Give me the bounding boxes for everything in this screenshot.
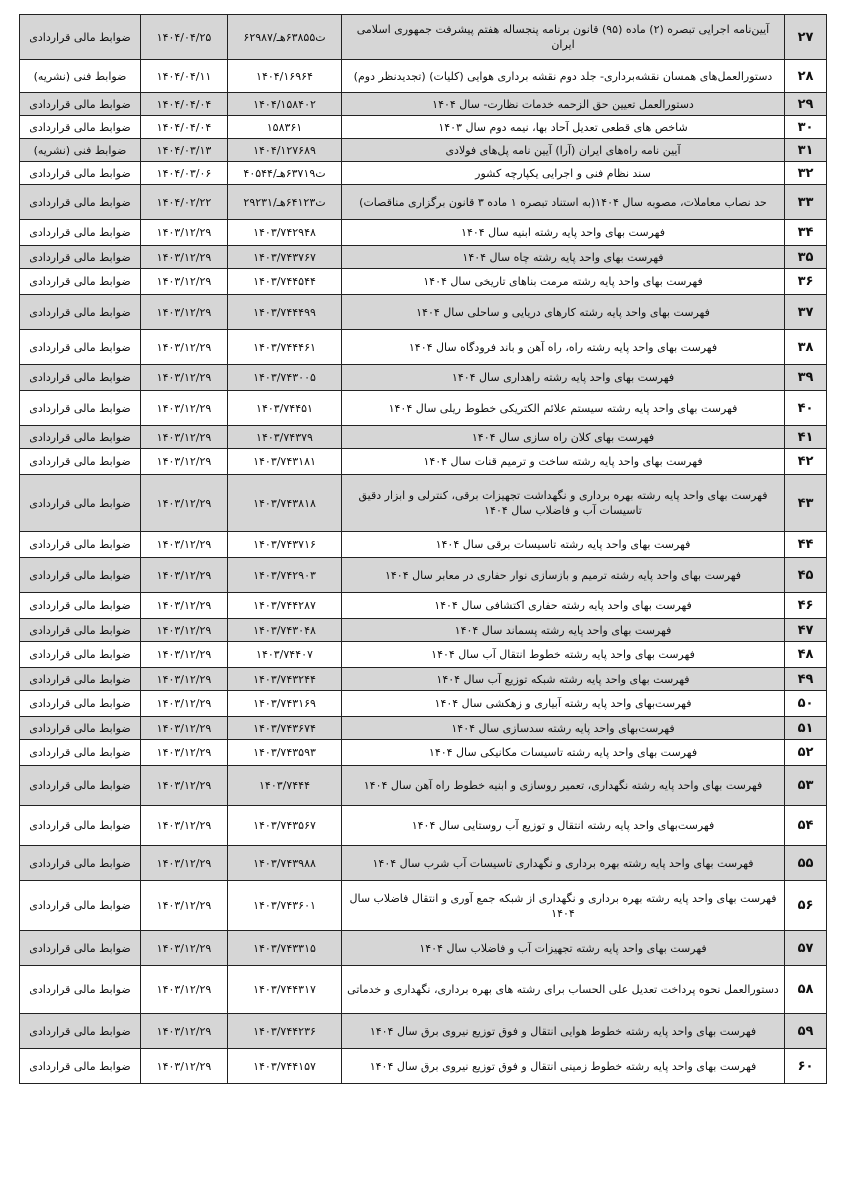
row-category: ضوابط مالی قراردادی <box>20 220 141 246</box>
row-date: ۱۴۰۳/۱۲/۲۹ <box>141 691 228 717</box>
row-category: ضوابط مالی قراردادی <box>20 1014 141 1049</box>
row-date: ۱۴۰۴/۰۴/۰۴ <box>141 116 228 139</box>
row-number: ۵۲ <box>785 740 827 766</box>
table-row <box>20 162 827 185</box>
row-date: ۱۴۰۴/۰۳/۰۶ <box>141 162 228 185</box>
row-number: ۴۴ <box>785 532 827 558</box>
row-title: فهرست بهای واحد پایه رشته خطوط زمینی انتقال و فوق توزیع نیروی برق سال ۱۴۰۴ <box>342 1049 785 1084</box>
row-date: ۱۴۰۳/۱۲/۲۹ <box>141 269 228 295</box>
row-number: ۳۵ <box>785 246 827 269</box>
row-category: ضوابط مالی قراردادی <box>20 846 141 881</box>
row-number: ۵۶ <box>785 881 827 931</box>
row-title: فهرست‌بهای واحد پایه رشته سدسازی سال ۱۴۰۴ <box>342 717 785 740</box>
row-title: فهرست بهای واحد پایه رشته ساخت و ترمیم قنات سال ۱۴۰۴ <box>342 449 785 475</box>
table-row <box>20 60 827 93</box>
row-code: ۱۴۰۳/۷۴۳۰۴۸ <box>228 619 342 642</box>
row-code: ۱۴۰۳/۷۴۳۲۴۴ <box>228 668 342 691</box>
row-title: فهرست بهای واحد پایه رشته خطوط هوایی انتقال و فوق توزیع نیروی برق سال ۱۴۰۴ <box>342 1014 785 1049</box>
table-row <box>20 691 827 717</box>
row-date: ۱۴۰۳/۱۲/۲۹ <box>141 532 228 558</box>
row-date: ۱۴۰۳/۱۲/۲۹ <box>141 330 228 365</box>
row-number: ۴۲ <box>785 449 827 475</box>
row-category: ضوابط مالی قراردادی <box>20 532 141 558</box>
row-category: ضوابط مالی قراردادی <box>20 426 141 449</box>
row-date: ۱۴۰۳/۱۲/۲۹ <box>141 740 228 766</box>
row-code: ۱۴۰۳/۷۴۳۵۶۷ <box>228 806 342 846</box>
row-number: ۳۷ <box>785 295 827 330</box>
row-code: ۱۴۰۳/۷۴۴۴۶۱ <box>228 330 342 365</box>
row-title: فهرست بهای واحد پایه رشته تاسیسات مکانیکی سال ۱۴۰۴ <box>342 740 785 766</box>
row-code: ۱۴۰۳/۷۴۴۴ <box>228 766 342 806</box>
row-code: ۱۴۰۴/۱۲۷۶۸۹ <box>228 139 342 162</box>
row-number: ۳۳ <box>785 185 827 220</box>
row-date: ۱۴۰۳/۱۲/۲۹ <box>141 717 228 740</box>
row-category: ضوابط مالی قراردادی <box>20 966 141 1014</box>
row-number: ۴۷ <box>785 619 827 642</box>
row-date: ۱۴۰۴/۰۴/۱۱ <box>141 60 228 93</box>
row-category: ضوابط فنی (نشریه) <box>20 139 141 162</box>
row-number: ۴۳ <box>785 475 827 532</box>
row-title: فهرست بهای واحد پایه رشته تجهیزات آب و فاضلاب سال ۱۴۰۴ <box>342 931 785 966</box>
row-date: ۱۴۰۳/۱۲/۲۹ <box>141 806 228 846</box>
row-category: ضوابط مالی قراردادی <box>20 717 141 740</box>
row-code: ۱۴۰۳/۷۴۳۷۹ <box>228 426 342 449</box>
row-date: ۱۴۰۳/۱۲/۲۹ <box>141 966 228 1014</box>
row-date: ۱۴۰۳/۱۲/۲۹ <box>141 1049 228 1084</box>
row-category: ضوابط مالی قراردادی <box>20 116 141 139</box>
table-row <box>20 881 827 931</box>
row-category: ضوابط مالی قراردادی <box>20 766 141 806</box>
row-code: ۱۴۰۳/۷۴۳۱۸۱ <box>228 449 342 475</box>
table-row <box>20 1049 827 1084</box>
document-page <box>19 14 827 1084</box>
row-title: آیین نامه راه‌های ایران (آرا) آیین نامه پل‌های فولادی <box>342 139 785 162</box>
row-number: ۵۸ <box>785 966 827 1014</box>
table-row <box>20 558 827 593</box>
row-code: ۱۴۰۳/۷۴۳۰۰۵ <box>228 365 342 391</box>
row-category: ضوابط مالی قراردادی <box>20 593 141 619</box>
row-title: فهرست‌بهای واحد پایه رشته آبیاری و زهکشی سال ۱۴۰۴ <box>342 691 785 717</box>
row-title: شاخص های قطعی تعدیل آحاد بها، نیمه دوم سال ۱۴۰۳ <box>342 116 785 139</box>
row-title: فهرست بهای واحد پایه رشته بهره برداری و نگهداری تاسیسات آب شرب سال ۱۴۰۴ <box>342 846 785 881</box>
regulations-table <box>19 14 827 1084</box>
row-code: ۱۴۰۳/۷۴۲۹۰۳ <box>228 558 342 593</box>
row-date: ۱۴۰۳/۱۲/۲۹ <box>141 449 228 475</box>
row-number: ۴۱ <box>785 426 827 449</box>
row-code: ۱۴۰۳/۷۴۳۷۱۶ <box>228 532 342 558</box>
table-row <box>20 668 827 691</box>
row-category: ضوابط مالی قراردادی <box>20 475 141 532</box>
row-title: دستورالعمل تعیین حق الزحمه خدمات نظارت- سال ۱۴۰۴ <box>342 93 785 116</box>
row-code: ۱۴۰۳/۷۴۳۶۰۱ <box>228 881 342 931</box>
row-date: ۱۴۰۳/۱۲/۲۹ <box>141 391 228 426</box>
row-date: ۱۴۰۴/۰۴/۰۴ <box>141 93 228 116</box>
table-row <box>20 269 827 295</box>
row-date: ۱۴۰۳/۱۲/۲۹ <box>141 475 228 532</box>
row-code: ۱۴۰۳/۷۴۴۳۱۷ <box>228 966 342 1014</box>
row-category: ضوابط مالی قراردادی <box>20 365 141 391</box>
row-category: ضوابط مالی قراردادی <box>20 15 141 60</box>
row-number: ۳۰ <box>785 116 827 139</box>
table-row <box>20 426 827 449</box>
table-row <box>20 15 827 60</box>
row-category: ضوابط مالی قراردادی <box>20 269 141 295</box>
row-date: ۱۴۰۳/۱۲/۲۹ <box>141 766 228 806</box>
row-number: ۴۶ <box>785 593 827 619</box>
row-title: فهرست بهای واحد پایه رشته چاه سال ۱۴۰۴ <box>342 246 785 269</box>
row-title: فهرست بهای واحد پایه رشته ابنیه سال ۱۴۰۴ <box>342 220 785 246</box>
row-category: ضوابط مالی قراردادی <box>20 740 141 766</box>
row-title: فهرست بهای واحد پایه رشته بهره برداری و نگهداشت تجهیزات برقی، کنترلی و ابزار دقیق تاسیسات آب و فاضلاب سال ۱۴۰۴ <box>342 475 785 532</box>
row-number: ۵۰ <box>785 691 827 717</box>
row-number: ۲۷ <box>785 15 827 60</box>
table-row <box>20 806 827 846</box>
table-row <box>20 931 827 966</box>
row-date: ۱۴۰۳/۱۲/۲۹ <box>141 619 228 642</box>
row-code: ۱۴۰۳/۷۴۳۶۷۴ <box>228 717 342 740</box>
row-code: ۱۴۰۳/۷۴۳۳۱۵ <box>228 931 342 966</box>
row-code: ۱۴۰۳/۷۴۳۸۱۸ <box>228 475 342 532</box>
row-date: ۱۴۰۳/۱۲/۲۹ <box>141 846 228 881</box>
row-date: ۱۴۰۳/۱۲/۲۹ <box>141 220 228 246</box>
row-number: ۳۱ <box>785 139 827 162</box>
row-code: ت۶۳۸۵۵هـ/۶۲۹۸۷ <box>228 15 342 60</box>
row-date: ۱۴۰۳/۱۲/۲۹ <box>141 668 228 691</box>
table-body <box>20 15 827 1084</box>
row-number: ۴۹ <box>785 668 827 691</box>
row-title: فهرست بهای واحد پایه رشته خطوط انتقال آب سال ۱۴۰۴ <box>342 642 785 668</box>
row-number: ۵۵ <box>785 846 827 881</box>
row-date: ۱۴۰۳/۱۲/۲۹ <box>141 558 228 593</box>
row-title: فهرست بهای واحد پایه رشته نگهداری، تعمیر روسازی و ابنیه خطوط راه آهن سال ۱۴۰۴ <box>342 766 785 806</box>
table-row <box>20 139 827 162</box>
row-category: ضوابط مالی قراردادی <box>20 806 141 846</box>
row-category: ضوابط مالی قراردادی <box>20 691 141 717</box>
row-date: ۱۴۰۳/۱۲/۲۹ <box>141 426 228 449</box>
table-row <box>20 532 827 558</box>
table-row <box>20 93 827 116</box>
row-title: فهرست بهای واحد پایه رشته راه، راه آهن و باند فرودگاه سال ۱۴۰۴ <box>342 330 785 365</box>
row-number: ۶۰ <box>785 1049 827 1084</box>
row-title: فهرست بهای کلان راه سازی سال ۱۴۰۴ <box>342 426 785 449</box>
row-title: فهرست بهای واحد پایه رشته ترمیم و بازسازی نوار حفاری در معابر سال ۱۴۰۴ <box>342 558 785 593</box>
row-title: فهرست بهای واحد پایه رشته پسماند سال ۱۴۰۴ <box>342 619 785 642</box>
row-date: ۱۴۰۳/۱۲/۲۹ <box>141 931 228 966</box>
row-title: فهرست بهای واحد پایه رشته تاسیسات برقی سال ۱۴۰۴ <box>342 532 785 558</box>
row-date: ۱۴۰۳/۱۲/۲۹ <box>141 365 228 391</box>
row-title: آیین‌نامه اجرایی تبصره (۲) ماده (۹۵) قانون برنامه پنجساله هفتم پیشرفت جمهوری اسلامی ایران <box>342 15 785 60</box>
row-date: ۱۴۰۳/۱۲/۲۹ <box>141 593 228 619</box>
row-code: ۱۴۰۳/۷۴۳۹۸۸ <box>228 846 342 881</box>
row-number: ۳۹ <box>785 365 827 391</box>
row-category: ضوابط مالی قراردادی <box>20 449 141 475</box>
row-category: ضوابط مالی قراردادی <box>20 881 141 931</box>
row-date: ۱۴۰۴/۰۲/۲۲ <box>141 185 228 220</box>
row-number: ۵۹ <box>785 1014 827 1049</box>
row-code: ت۶۳۷۱۹هـ/۴۰۵۴۴ <box>228 162 342 185</box>
row-category: ضوابط مالی قراردادی <box>20 1049 141 1084</box>
table-row <box>20 295 827 330</box>
table-row <box>20 717 827 740</box>
row-number: ۲۸ <box>785 60 827 93</box>
row-category: ضوابط مالی قراردادی <box>20 295 141 330</box>
row-title: فهرست بهای واحد پایه رشته مرمت بناهای تاریخی سال ۱۴۰۴ <box>342 269 785 295</box>
row-code: ۱۵۸۳۶۱ <box>228 116 342 139</box>
row-code: ۱۴۰۳/۷۴۴۰۷ <box>228 642 342 668</box>
row-code: ۱۴۰۳/۷۴۲۹۴۸ <box>228 220 342 246</box>
row-date: ۱۴۰۴/۰۳/۱۳ <box>141 139 228 162</box>
row-title: فهرست بهای واحد پایه رشته بهره برداری و نگهداری از شبکه جمع آوری و انتقال فاضلاب سال ۱۴۰۴ <box>342 881 785 931</box>
row-category: ضوابط مالی قراردادی <box>20 185 141 220</box>
table-row <box>20 220 827 246</box>
row-code: ۱۴۰۳/۷۴۳۷۶۷ <box>228 246 342 269</box>
row-category: ضوابط فنی (نشریه) <box>20 60 141 93</box>
row-title: فهرست بهای واحد پایه رشته کارهای دریایی و ساحلی سال ۱۴۰۴ <box>342 295 785 330</box>
row-date: ۱۴۰۳/۱۲/۲۹ <box>141 246 228 269</box>
row-number: ۴۰ <box>785 391 827 426</box>
table-row <box>20 365 827 391</box>
row-number: ۳۴ <box>785 220 827 246</box>
row-title: دستورالعمل نحوه پرداخت تعدیل علی الحساب برای رشته های بهره برداری، نگهداری و خدماتی <box>342 966 785 1014</box>
row-number: ۳۶ <box>785 269 827 295</box>
row-date: ۱۴۰۳/۱۲/۲۹ <box>141 881 228 931</box>
table-row <box>20 449 827 475</box>
row-date: ۱۴۰۳/۱۲/۲۹ <box>141 642 228 668</box>
row-title: فهرست بهای واحد پایه رشته سیستم علائم الکتریکی خطوط ریلی سال ۱۴۰۴ <box>342 391 785 426</box>
row-code: ۱۴۰۳/۷۴۴۴۹۹ <box>228 295 342 330</box>
table-row <box>20 116 827 139</box>
row-category: ضوابط مالی قراردادی <box>20 93 141 116</box>
table-row <box>20 1014 827 1049</box>
row-title: فهرست بهای واحد پایه رشته شبکه توزیع آب سال ۱۴۰۴ <box>342 668 785 691</box>
row-number: ۴۸ <box>785 642 827 668</box>
row-code: ت۶۴۱۲۳هـ/۲۹۲۳۱ <box>228 185 342 220</box>
row-code: ۱۴۰۴/۱۶۹۶۴ <box>228 60 342 93</box>
row-date: ۱۴۰۳/۱۲/۲۹ <box>141 1014 228 1049</box>
row-title: فهرست‌بهای واحد پایه رشته انتقال و توزیع آب روستایی سال ۱۴۰۴ <box>342 806 785 846</box>
row-code: ۱۴۰۳/۷۴۳۵۹۳ <box>228 740 342 766</box>
table-row <box>20 330 827 365</box>
row-number: ۳۲ <box>785 162 827 185</box>
row-number: ۴۵ <box>785 558 827 593</box>
table-row <box>20 740 827 766</box>
row-title: فهرست بهای واحد پایه رشته حفاری اکتشافی سال ۱۴۰۴ <box>342 593 785 619</box>
table-row <box>20 966 827 1014</box>
row-code: ۱۴۰۳/۷۴۴۵۴۴ <box>228 269 342 295</box>
row-code: ۱۴۰۳/۷۴۳۱۶۹ <box>228 691 342 717</box>
row-title: حد نصاب معاملات، مصوبه سال ۱۴۰۴(به استناد تبصره ۱ ماده ۳ قانون برگزاری مناقصات) <box>342 185 785 220</box>
row-category: ضوابط مالی قراردادی <box>20 668 141 691</box>
table-row <box>20 619 827 642</box>
row-number: ۲۹ <box>785 93 827 116</box>
row-category: ضوابط مالی قراردادی <box>20 558 141 593</box>
row-date: ۱۴۰۴/۰۴/۲۵ <box>141 15 228 60</box>
row-code: ۱۴۰۳/۷۴۴۲۳۶ <box>228 1014 342 1049</box>
table-row <box>20 475 827 532</box>
row-number: ۳۸ <box>785 330 827 365</box>
row-category: ضوابط مالی قراردادی <box>20 391 141 426</box>
row-title: فهرست بهای واحد پایه رشته راهداری سال ۱۴۰۴ <box>342 365 785 391</box>
row-code: ۱۴۰۳/۷۴۴۱۵۷ <box>228 1049 342 1084</box>
row-category: ضوابط مالی قراردادی <box>20 642 141 668</box>
table-row <box>20 766 827 806</box>
row-title: سند نظام فنی و اجرایی یکپارچه کشور <box>342 162 785 185</box>
row-category: ضوابط مالی قراردادی <box>20 931 141 966</box>
row-code: ۱۴۰۳/۷۴۴۲۸۷ <box>228 593 342 619</box>
row-category: ضوابط مالی قراردادی <box>20 162 141 185</box>
table-row <box>20 642 827 668</box>
row-code: ۱۴۰۴/۱۵۸۴۰۲ <box>228 93 342 116</box>
row-code: ۱۴۰۳/۷۴۴۵۱ <box>228 391 342 426</box>
table-row <box>20 593 827 619</box>
table-row <box>20 846 827 881</box>
row-category: ضوابط مالی قراردادی <box>20 619 141 642</box>
table-row <box>20 391 827 426</box>
row-date: ۱۴۰۳/۱۲/۲۹ <box>141 295 228 330</box>
row-number: ۵۴ <box>785 806 827 846</box>
row-number: ۵۱ <box>785 717 827 740</box>
table-row <box>20 185 827 220</box>
row-number: ۵۳ <box>785 766 827 806</box>
row-title: دستورالعمل‌های همسان نقشه‌برداری- جلد دوم نقشه برداری هوایی (کلیات) (تجدیدنظر دوم) <box>342 60 785 93</box>
table-row <box>20 246 827 269</box>
row-category: ضوابط مالی قراردادی <box>20 330 141 365</box>
row-category: ضوابط مالی قراردادی <box>20 246 141 269</box>
row-number: ۵۷ <box>785 931 827 966</box>
